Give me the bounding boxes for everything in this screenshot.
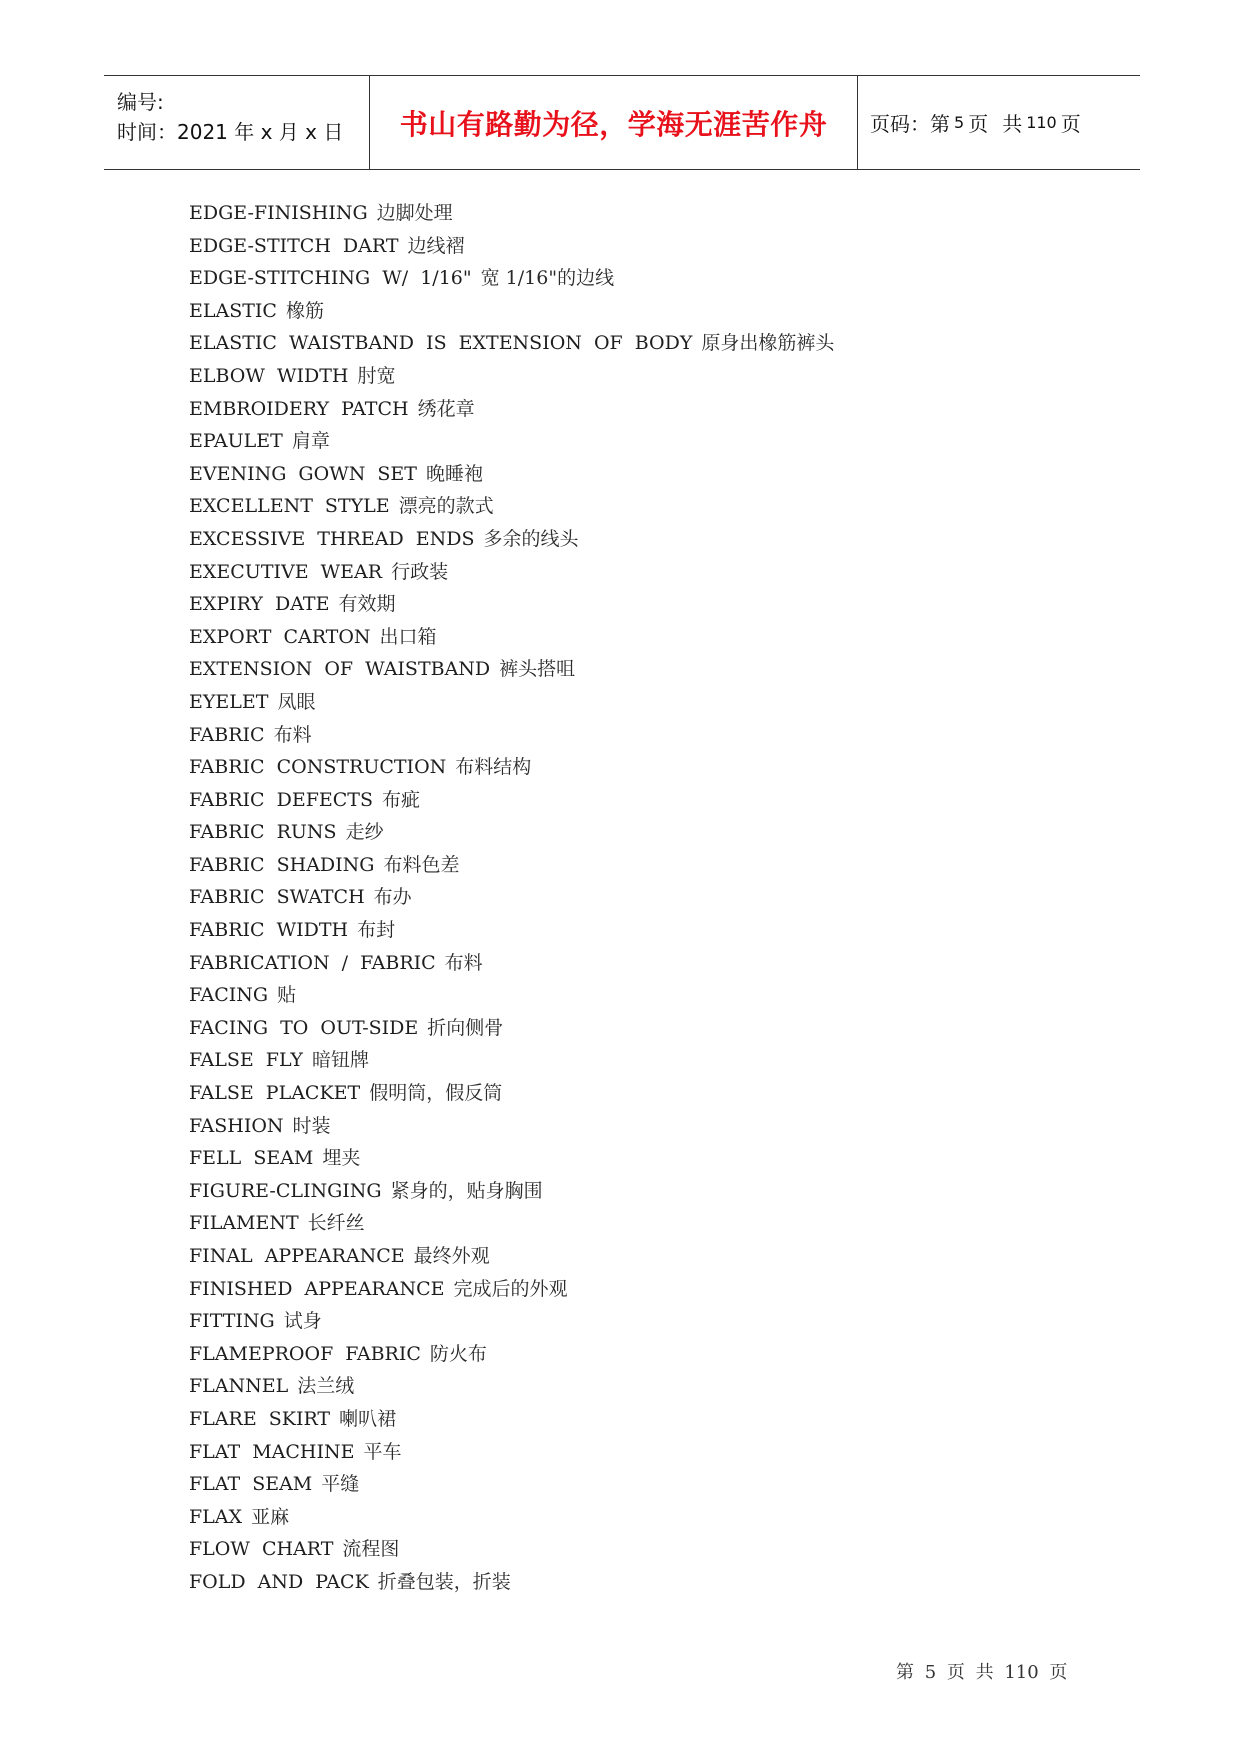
total-pages: 110 [1026, 113, 1057, 132]
glossary-entry [189, 588, 1089, 621]
glossary-term: FLAT SEAM [189, 1473, 313, 1496]
glossary-translation: 平缝 [321, 1473, 360, 1496]
glossary-entry [189, 1175, 1089, 1208]
glossary-term: FLOW CHART [189, 1538, 334, 1561]
glossary-term: EXCESSIVE THREAD ENDS [189, 527, 475, 550]
glossary-entry [189, 262, 1089, 295]
glossary-term: FILAMENT [189, 1212, 299, 1235]
glossary-entry [189, 1370, 1089, 1403]
glossary-entry [189, 979, 1089, 1012]
glossary-term: EYELET [189, 690, 269, 713]
glossary-term: FASHION [189, 1114, 284, 1137]
glossary-term: FOLD AND PACK [189, 1570, 369, 1593]
glossary-term: EXPIRY DATE [189, 593, 330, 616]
glossary-term: FINISHED APPEARANCE [189, 1277, 445, 1300]
glossary-translation: 暗钮牌 [311, 1049, 369, 1072]
total-suffix: 页 [1060, 112, 1081, 136]
glossary-entry [189, 621, 1089, 654]
glossary-translation: 宽 1/16"的边线 [480, 267, 615, 290]
glossary-entry [189, 1501, 1089, 1534]
glossary-entry [189, 1077, 1089, 1110]
glossary-term: FLARE SKIRT [189, 1407, 331, 1430]
page-mid: 页 [968, 112, 989, 136]
glossary-term: FITTING [189, 1310, 275, 1333]
glossary-translation: 长纤丝 [307, 1212, 365, 1235]
glossary-translation: 边线褶 [407, 234, 465, 257]
glossary-term: FABRIC SWATCH [189, 886, 365, 909]
glossary-entry [189, 1142, 1089, 1175]
glossary-entry [189, 686, 1089, 719]
glossary-entry [189, 360, 1089, 393]
glossary-entry [189, 816, 1089, 849]
glossary-translation: 晚睡袍 [425, 462, 483, 485]
glossary-term: FLAMEPROOF FABRIC [189, 1342, 421, 1365]
glossary-list [189, 197, 1089, 1599]
glossary-translation: 布料 [273, 723, 312, 746]
glossary-translation: 布料色差 [383, 853, 460, 876]
glossary-translation: 裤头搭咀 [499, 658, 576, 681]
glossary-entry [189, 1044, 1089, 1077]
doc-time-label: 时间：2021 年 x 月 x 日 [117, 119, 344, 144]
glossary-translation: 原身出橡筋裤头 [701, 332, 835, 355]
glossary-term: FINAL APPEARANCE [189, 1245, 405, 1267]
header-meta [104, 70, 369, 163]
glossary-term: FELL SEAM [189, 1147, 314, 1170]
glossary-term: FALSE FLY [189, 1049, 303, 1072]
glossary-translation: 肘宽 [357, 364, 396, 387]
glossary-translation: 流程图 [342, 1538, 400, 1561]
glossary-translation: 最终外观 [413, 1245, 490, 1267]
glossary-term: ELBOW WIDTH [189, 364, 349, 387]
page-footer: 第 5 页 共 110 页 [896, 1662, 1068, 1683]
glossary-translation: 橡筋 [285, 299, 324, 322]
glossary-entry [189, 653, 1089, 686]
glossary-entry [189, 393, 1089, 426]
glossary-translation: 折向侧骨 [427, 1016, 504, 1039]
glossary-entry [189, 1436, 1089, 1469]
glossary-translation: 凤眼 [277, 690, 316, 713]
glossary-translation: 走纱 [345, 821, 384, 844]
glossary-term: EPAULET [189, 430, 283, 453]
motto-text: 书山有路勤为径，学海无涯苦作舟 [399, 107, 828, 141]
glossary-term: ELASTIC [189, 299, 277, 322]
glossary-term: EDGE-FINISHING [189, 202, 368, 224]
glossary-entry [189, 230, 1089, 263]
glossary-term: FABRIC [189, 723, 265, 746]
glossary-term: EMBROIDERY PATCH [189, 397, 409, 420]
glossary-entry [189, 1566, 1089, 1599]
glossary-translation: 边脚处理 [376, 202, 453, 224]
glossary-term: EVENING GOWN SET [189, 462, 417, 485]
glossary-translation: 贴 [277, 984, 297, 1007]
glossary-translation: 布办 [373, 886, 412, 909]
glossary-term: FABRIC DEFECTS [189, 788, 373, 811]
glossary-entry [189, 1403, 1089, 1436]
glossary-term: FACING TO OUT-SIDE [189, 1016, 419, 1039]
glossary-term: EDGE-STITCHING W/ 1/16" [189, 267, 472, 290]
glossary-term: FABRIC CONSTRUCTION [189, 756, 447, 779]
glossary-translation: 法兰绒 [297, 1375, 355, 1398]
glossary-translation: 亚麻 [251, 1505, 290, 1528]
glossary-entry [189, 849, 1089, 882]
glossary-translation: 平车 [363, 1440, 402, 1463]
glossary-term: EXTENSION OF WAISTBAND [189, 658, 491, 681]
glossary-term: FACING [189, 984, 269, 1007]
glossary-entry [189, 914, 1089, 947]
glossary-translation: 出口箱 [379, 625, 437, 648]
glossary-term: FLAX [189, 1505, 243, 1528]
glossary-entry [189, 1273, 1089, 1306]
glossary-term: FLANNEL [189, 1375, 289, 1398]
glossary-term: EXPORT CARTON [189, 625, 371, 648]
glossary-term: FABRIC RUNS [189, 821, 337, 844]
glossary-translation: 多余的线头 [483, 527, 579, 550]
glossary-term: EXECUTIVE WEAR [189, 560, 383, 583]
glossary-term: FABRIC WIDTH [189, 919, 349, 942]
glossary-translation: 防火布 [429, 1342, 487, 1365]
glossary-entry [189, 458, 1089, 491]
glossary-translation: 紧身的，贴身胸围 [390, 1179, 543, 1202]
glossary-translation: 有效期 [338, 593, 396, 616]
glossary-translation: 绣花章 [417, 397, 475, 420]
glossary-translation: 折叠包装，折装 [377, 1570, 511, 1593]
glossary-entry [189, 295, 1089, 328]
doc-number-label: 编号: [117, 89, 164, 114]
glossary-translation: 布疵 [382, 788, 421, 811]
glossary-entry [189, 881, 1089, 914]
glossary-term: EXCELLENT STYLE [189, 495, 390, 518]
header-page-info [858, 76, 1140, 169]
glossary-term: FIGURE-CLINGING [189, 1179, 382, 1202]
glossary-translation: 埋夹 [322, 1147, 361, 1170]
glossary-entry [189, 1012, 1089, 1045]
glossary-translation: 行政装 [391, 560, 449, 583]
glossary-term: EDGE-STITCH DART [189, 234, 399, 257]
glossary-entry [189, 947, 1089, 980]
total-prefix: 共 [1002, 112, 1023, 136]
glossary-entry [189, 1207, 1089, 1240]
glossary-entry [189, 1468, 1089, 1501]
glossary-term: ELASTIC WAISTBAND IS EXTENSION OF BODY [189, 332, 693, 355]
glossary-term: FABRIC SHADING [189, 853, 375, 876]
glossary-translation: 时装 [292, 1114, 331, 1137]
glossary-entry [189, 751, 1089, 784]
glossary-term: FABRICATION / FABRIC [189, 951, 436, 974]
header-motto-cell [369, 76, 858, 169]
page-number: 5 [954, 113, 965, 132]
page-header [104, 75, 1140, 170]
glossary-entry [189, 327, 1089, 360]
glossary-term: FALSE PLACKET [189, 1082, 361, 1105]
glossary-translation: 漂亮的款式 [398, 495, 494, 518]
glossary-entry [189, 1240, 1089, 1273]
glossary-entry [189, 719, 1089, 752]
glossary-translation: 完成后的外观 [453, 1277, 568, 1300]
glossary-translation: 喇叭裙 [339, 1407, 397, 1430]
glossary-translation: 肩章 [291, 430, 330, 453]
glossary-entry [189, 523, 1089, 556]
glossary-entry [189, 556, 1089, 589]
glossary-entry [189, 1110, 1089, 1143]
page-prefix: 页码：第 [870, 112, 950, 136]
glossary-entry [189, 1338, 1089, 1371]
glossary-translation: 布封 [357, 919, 396, 942]
glossary-entry [189, 197, 1089, 230]
glossary-term: FLAT MACHINE [189, 1440, 355, 1463]
glossary-entry [189, 1305, 1089, 1338]
glossary-entry [189, 1533, 1089, 1566]
glossary-entry [189, 490, 1089, 523]
glossary-translation: 布料 [444, 951, 483, 974]
glossary-translation: 试身 [283, 1310, 322, 1333]
glossary-entry [189, 784, 1089, 817]
glossary-entry [189, 425, 1089, 458]
glossary-translation: 布料结构 [455, 756, 532, 779]
glossary-translation: 假明筒，假反筒 [369, 1082, 503, 1105]
